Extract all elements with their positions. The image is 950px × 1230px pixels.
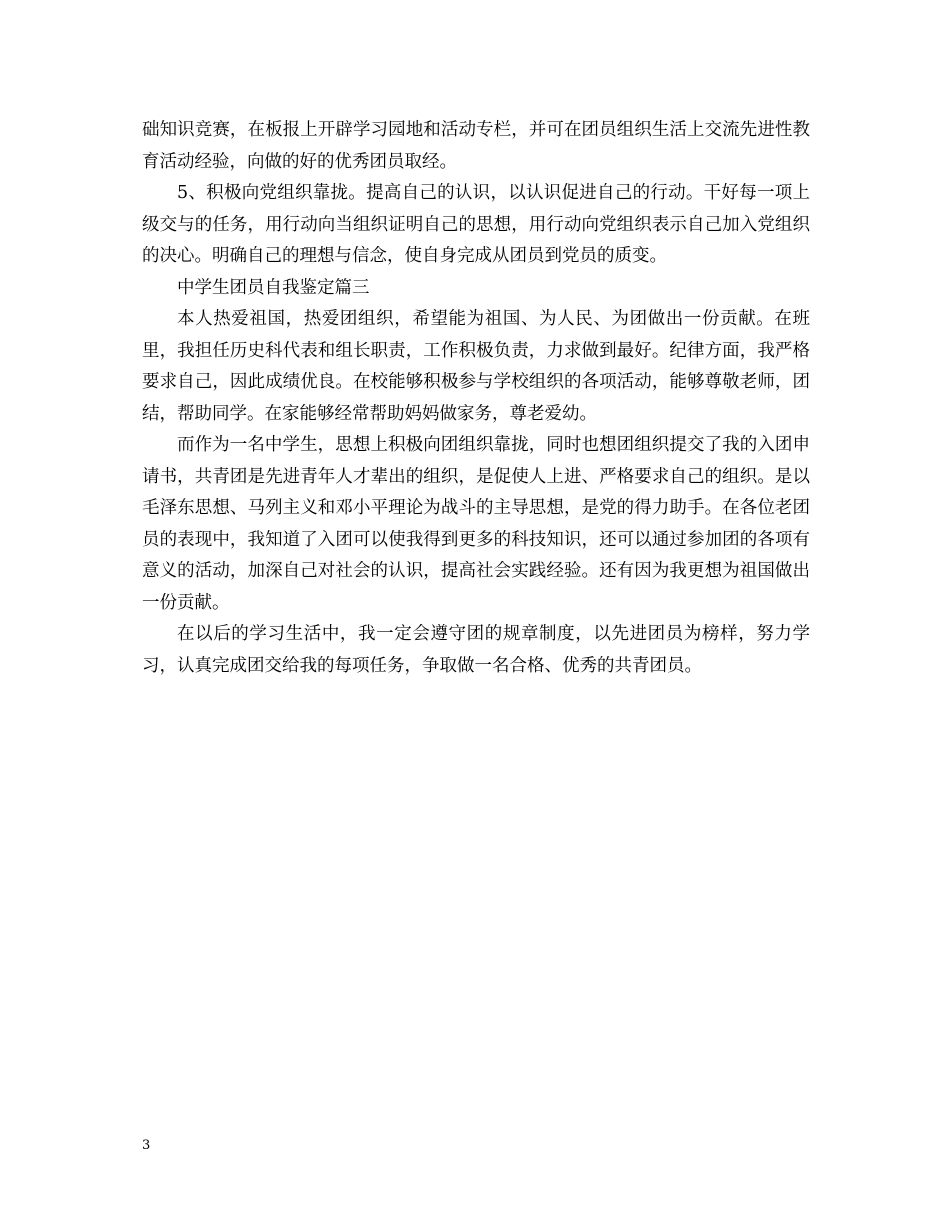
paragraph-continued: 础知识竞赛，在板报上开辟学习园地和活动专栏，并可在团员组织生活上交流先进性教育活动经验，向做的好的优秀团员取经。 [142, 120, 810, 172]
paragraph-item-5: 5、积极向党组织靠拢。提高自己的认识，以认识促进自己的行动。干好每一项上级交与的任务，用行动向当组织证明自己的思想，用行动向党组织表示自己加入党组织的决心。明确自己的理想与信念，使自身完成从团员到党员的质变。 [142, 183, 810, 266]
paragraph-intro: 本人热爱祖国，热爱团组织，希望能为祖国、为人民、为团做出一份贡献。在班里，我担任历史科代表和组长职责，工作积极负责，力求做到最好。纪律方面，我严格要求自己，因此成绩优良。在校能够积极参与学校组织的各项活动，能够尊敬老师，团结，帮助同学。在家能够经常帮助妈妈做家务，尊老爱幼。 [142, 309, 810, 424]
paragraph-closing: 在以后的学习生活中，我一定会遵守团的规章制度，以先进团员为榜样，努力学习，认真完成团交给我的每项任务，争取做一名合格、优秀的共青团员。 [142, 624, 810, 676]
section-heading: 中学生团员自我鉴定篇三 [177, 277, 370, 298]
paragraph-middle-school: 而作为一名中学生，思想上积极向团组织靠拢，同时也想团组织提交了我的入团申请书，共青团是先进青年人才辈出的组织，是促使人上进、严格要求自己的组织。是以毛泽东思想、马列主义和邓小平理论为战斗的主导思想，是党的得力助手。在各位老团员的表现中，我知道了入团可以使我得到更多的科技知识，还可以通过参加团的各项有意义的活动，加深自己对社会的认识，提高社会实践经验。还有因为我更想为祖国做出一份贡献。 [142, 435, 810, 613]
page-number: 3 [142, 1138, 151, 1153]
document-body [142, 115, 810, 682]
